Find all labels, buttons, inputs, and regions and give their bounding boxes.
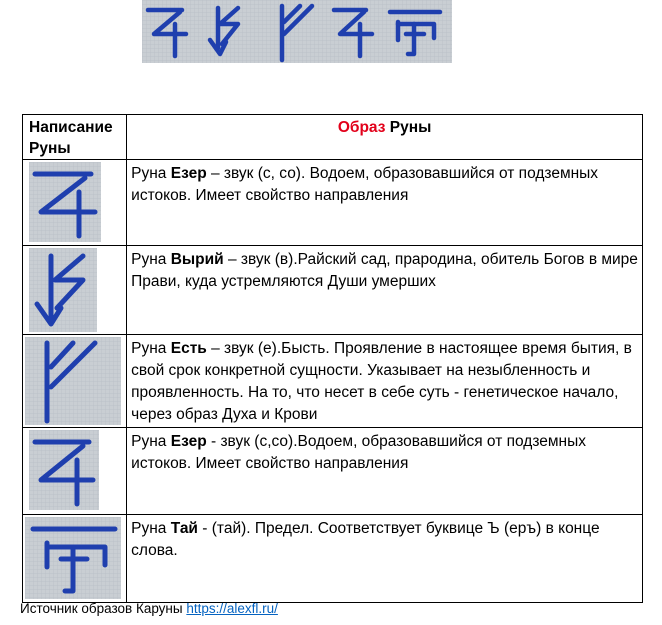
header-image-red: Образ bbox=[337, 119, 386, 136]
source-label: Источник образов Каруны bbox=[20, 601, 187, 616]
rune-banner-image bbox=[142, 0, 452, 63]
rune-table bbox=[22, 114, 643, 603]
source-link[interactable]: https://alexfl.ru/ bbox=[186, 601, 278, 616]
header-image-black: Руны bbox=[385, 119, 432, 136]
rune-name: Езер bbox=[170, 433, 207, 450]
table-row bbox=[23, 335, 643, 428]
table-header-row bbox=[23, 115, 643, 160]
rune-prefix: Руна bbox=[131, 165, 171, 182]
rune-text: – звук (в).Райский сад, прародина, обитель Богов в мире Прави, куда устремляются Души умерших bbox=[131, 251, 638, 290]
rune-text: – звук (с, со). Водоем, образовавшийся от подземных истоков. Имеет свойство направления bbox=[131, 165, 599, 204]
table-row bbox=[23, 515, 643, 603]
rune-name: Езер bbox=[170, 165, 207, 182]
rune-prefix: Руна bbox=[131, 340, 171, 357]
header-image bbox=[127, 115, 643, 160]
source-caption bbox=[20, 601, 278, 616]
rune-description bbox=[127, 515, 643, 603]
rune-cell bbox=[23, 428, 127, 515]
rune-ezer-icon bbox=[29, 162, 101, 242]
rune-description bbox=[127, 246, 643, 335]
rune-viriy-icon bbox=[29, 248, 97, 332]
rune-prefix: Руна bbox=[131, 520, 171, 537]
table-row bbox=[23, 160, 643, 246]
header-writing: Написание Руны bbox=[23, 115, 127, 160]
rune-cell bbox=[23, 160, 127, 246]
rune-est-icon bbox=[25, 337, 121, 425]
rune-description bbox=[127, 160, 643, 246]
rune-prefix: Руна bbox=[131, 433, 171, 450]
rune-cell bbox=[23, 515, 127, 603]
rune-description bbox=[127, 335, 643, 428]
rune-ezer-icon bbox=[29, 430, 99, 510]
rune-text: - звук (с,со).Водоем, образовавшийся от подземных истоков. Имеет свойство направления bbox=[131, 433, 586, 472]
rune-tai-icon bbox=[25, 517, 121, 599]
rune-prefix: Руна bbox=[131, 251, 171, 268]
rune-text: - (тай). Предел. Соответствует буквице Ъ (еръ) в конце слова. bbox=[131, 520, 600, 559]
table-row bbox=[23, 246, 643, 335]
rune-cell bbox=[23, 335, 127, 428]
rune-name: Есть bbox=[170, 340, 207, 357]
rune-cell bbox=[23, 246, 127, 335]
table-row bbox=[23, 428, 643, 515]
rune-description bbox=[127, 428, 643, 515]
rune-name: Вырий bbox=[170, 251, 224, 268]
rune-name: Тай bbox=[170, 520, 198, 537]
rune-text: – звук (е).Бысть. Проявление в настоящее время бытия, в свой срок конкретной сущности. Указывает на незыбленность и проявленность. На то, что несет в себе суть - генетическое начало, через образ Духа и Крови bbox=[131, 340, 632, 423]
